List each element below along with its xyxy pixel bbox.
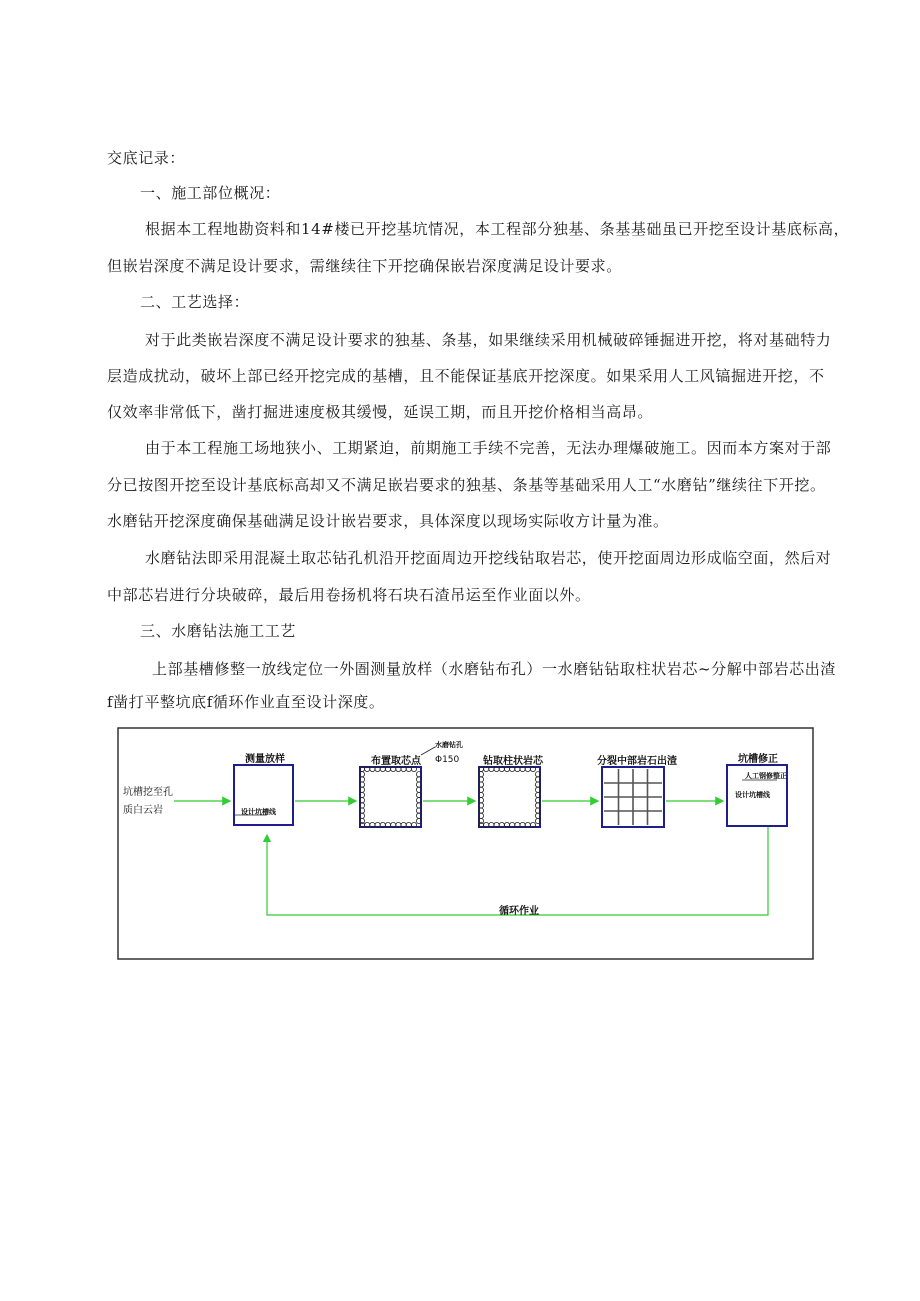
step-title-trench-correct: 坑槽修正 xyxy=(738,754,778,765)
correct-inner-label: 人工钢修整正 xyxy=(745,772,787,780)
loop-label: 循环作业 xyxy=(499,906,539,917)
step-title-split-rock: 分裂中部岩石出渣 xyxy=(597,756,677,767)
section2-para2-line: 由于本工程施工场地狭小、工期紧迫，前期施工手续不完善，无法办理爆破施工。因而本方案对于部 xyxy=(145,439,832,457)
process-flow-diagram xyxy=(117,727,814,960)
section3-line: f凿打平整坑底f循环作业直至设计深度。 xyxy=(107,693,385,711)
section1-heading: 一、施工部位概况： xyxy=(140,184,281,202)
start-label-line: 质白云岩 xyxy=(123,805,163,816)
section3-line: 上部基槽修整一放线定位一外圄测量放样（水磨钻布孔）一水磨钻钻取柱状岩芯~分解中部岩芯出渣 xyxy=(152,660,836,678)
section2-para2-line: 分已按图开挖至设计基底标高却又不满足嵌岩要求的独基、条基等基础采用人工“水磨钻”继续往下开挖。 xyxy=(107,476,826,494)
flow-svg xyxy=(117,727,814,960)
step-title-core-points: 布置取芯点 xyxy=(371,756,421,767)
section2-para3-line: 水磨钻法即采用混凝土取芯钻孔机沿开挖面周边开挖线钻取岩芯，使开挖面周边形成临空面，然后对 xyxy=(145,549,832,567)
step-box-drill-core xyxy=(479,767,540,827)
record-title: 交底记录： xyxy=(107,149,186,167)
callout-leader xyxy=(421,747,435,755)
callout-drill-hole: 水磨钻孔 xyxy=(435,741,463,749)
step-box-core-points xyxy=(360,767,421,827)
survey-inner-label: 设计坑槽线 xyxy=(241,808,276,816)
section2-para3-line: 中部芯岩进行分块破碎，最后用卷扬机将石块石渣吊运至作业面以外。 xyxy=(107,586,591,604)
diagram-frame xyxy=(118,728,813,959)
callout-diameter: Φ150 xyxy=(435,755,460,765)
section2-para1-line: 对于此类嵌岩深度不满足设计要求的独基、条基，如果继续采用机械破碎锤掘进开挖，将对基础特力 xyxy=(145,331,832,349)
section1-line: 但嵌岩深度不满足设计要求，需继续往下开挖确保嵌岩深度满足设计要求。 xyxy=(107,257,622,275)
section2-para2-line: 水磨钻开挖深度确保基础满足设计嵌岩要求，具体深度以现场实际收方计量为准。 xyxy=(107,512,669,530)
section2-para1-line: 层造成扰动，破坏上部已经开挖完成的基槽，且不能保证基底开挖深度。如果采用人工风镐掘进开挖，不 xyxy=(107,367,825,385)
section1-line: 根据本工程地勘资料和14#楼已开挖基坑情况，本工程部分独基、条基基础虽已开挖至设计基底标高， xyxy=(145,220,850,238)
step-title-survey: 测量放样 xyxy=(245,754,285,765)
correct-inner-label: 设计坑槽线 xyxy=(735,791,770,799)
step-title-drill-core: 钻取柱状岩芯 xyxy=(483,756,543,767)
start-label-line: 坑槽挖至孔 xyxy=(123,787,173,798)
section3-heading: 三、水磨钻法施工工艺 xyxy=(140,622,297,640)
section2-heading: 二、工艺选择： xyxy=(140,293,250,311)
section2-para1-line: 仅效率非常低下，凿打掘进速度极其缓慢，延误工期，而且开挖价格相当高昂。 xyxy=(107,403,654,421)
start-label xyxy=(123,784,173,820)
